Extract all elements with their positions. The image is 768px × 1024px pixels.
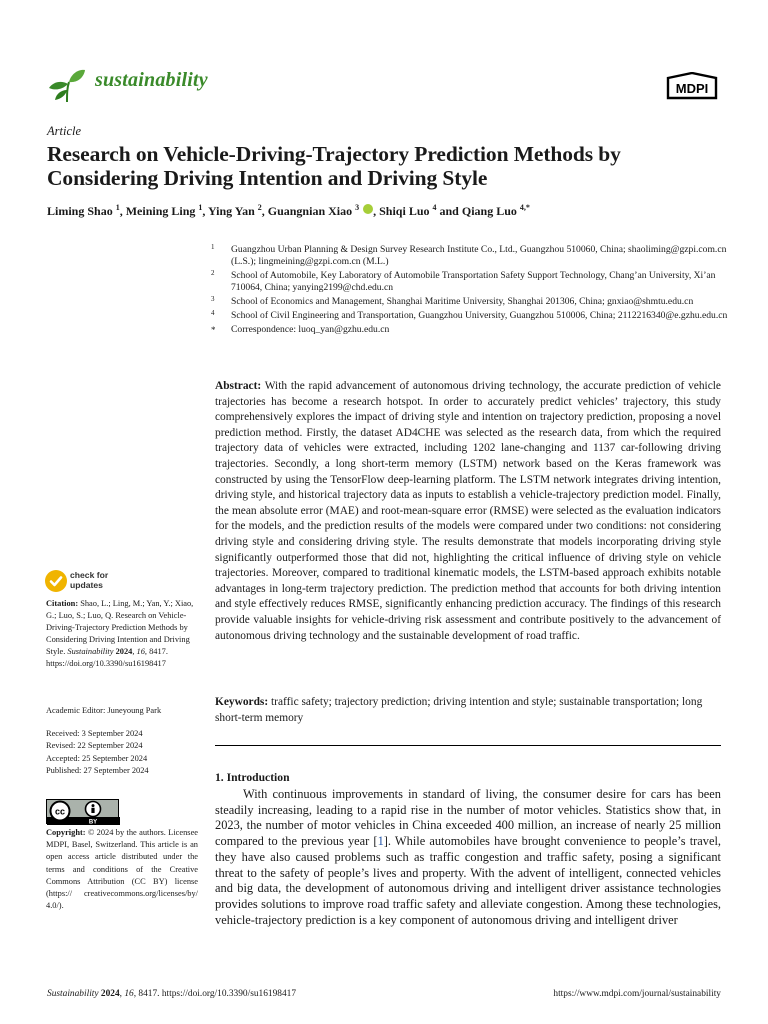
copyright-notice [46,827,198,912]
check-for-updates-button[interactable] [45,570,115,592]
author-separator: , [261,204,268,218]
affiliation-item [211,270,731,294]
affiliation-number: 1 [211,243,215,251]
publisher-name: MDPI [675,81,709,96]
article-type: Article [47,124,82,138]
citation-year: 2024 [115,647,133,656]
section-divider [215,745,721,746]
author-affiliation-marker: 1 [115,203,120,212]
author-affiliation-marker: 4,* [519,203,530,212]
copyright-label: Copyright: [46,828,86,837]
abstract [215,379,721,644]
author-list [47,203,727,219]
author-separator: and [436,204,462,218]
paper-title: Research on Vehicle-Driving-Trajectory Prediction Methods by Considering Driving Intention and Driving Style [47,142,621,190]
author-separator: , [202,204,208,218]
footer-year: 2024 [100,989,120,999]
footer-citation: Sustainability 2024, 16, 8417. https://doi.org/10.3390/su16198417 [47,989,297,999]
check-updates-label [70,571,108,590]
affiliation-item [211,296,731,308]
affiliation-text: Guangzhou Urban Planning & Design Survey Research Institute Co., Ltd., Guangzhou 510060, China; shaoliming@gzpi.com.cn (L.S.); lingmeining@gzpi.com.cn (M.L.) [231,244,727,268]
author-affiliation-marker: 3 [355,203,360,212]
author-separator: , [373,204,380,218]
check-updates-line1: check for [70,570,109,580]
check-updates-line2: updates [70,579,103,590]
author-name[interactable]: Liming Shao [47,204,113,218]
orcid-icon[interactable] [363,204,373,214]
footer-volume: 16 [124,989,134,999]
affiliation-number: 3 [211,295,215,303]
author-affiliation-marker: 1 [198,203,203,212]
paragraph-text: ]. While automobiles have brought convenience to people’s travel, they have also caused problems such as traffic congestion and traffic safety, posing a significant threat to the safety of people’s lives and property. With the advent of intelligent, connected vehicles and big data, the development of autonomous driving and intelligent driver assistance technologies provides solutions to improve road traffic safety and alleviate congestion. Among these technologies, vehicle-trajectory prediction is a key component of autonomous driving and intelligent driver [215,834,721,927]
mdpi-logo-icon[interactable] [664,72,720,102]
affiliation-item [211,244,731,268]
citation-pages: , 8417. [144,647,168,656]
affiliation-text: School of Automobile, Key Laboratory of Automobile Transportation Safety Support Technology, Chang’an University, Xi’an 710064, China; yanying2199@chd.edu.cn [231,270,716,294]
svg-text:cc: cc [54,806,66,817]
date-revised: Revised: 22 September 2024 [46,741,143,751]
citation-journal: Sustainability [67,647,114,656]
abstract-text: With the rapid advancement of autonomous driving technology, the accurate prediction of vehicle trajectories has become a research hotspot. In order to accurately predict vehicles’ trajectory, this study comprehensively explores the impact of driving style and intention on trajectory prediction, proposing a novel prediction method. Firstly, the dataset AD4CHE was selected as the research data, from which the required trajectory data of vehicles were extracted, including 1202 lane-changing and 1137 car-following driving trajectories. Secondly, a long short-term memory (LSTM) network based on the Keras framework was constructed by using the TensorFlow deep-learning platform. The LSTM network integrates driving intention, driving style, and historical trajectory data as inputs to establish a vehicle-trajectory prediction model. Finally, the mean absolute error (MAE) and root-mean-square error (RMSE) were selected as the evaluation indicators for the models, and the prediction results of the models were compared under two conditions: not considering driving style and considering driving style. The results demonstrate that models incorporating driving style significantly outperformed those that did not, highlighting the critical influence of driving style on vehicle trajectories. Moreover, compared to traditional kinematic models, the LSTM-based approach exhibits notable advantages in long-term trajectory prediction. The prediction method that accounts for both driving intention and style effectively reduces RMSE, significantly enhancing prediction accuracy. The findings of this research provide valuable insights for vehicle-driving risk assessment and contribute positively to the advancement of autonomous driving technology and the sustainable development of road traffic. [215,380,721,642]
date-accepted: Accepted: 25 September 2024 [46,753,148,763]
author-name[interactable]: Ying Yan [207,204,255,218]
author-separator: , [119,204,126,218]
footer-journal: Sustainability [47,989,99,999]
paragraph-text: With continuous improvements in standard of living, the consumer desire for cars has been steadily increasing, leading to a rapid rise in the number of motor vehicles. Statistics show that, in 2023, the number of motor vehicles in China exceeded 400 million, an increase of nearly 25 million compared to the previous year [ [215,787,721,849]
date-received: Received: 3 September 2024 [46,729,143,738]
author-name[interactable]: Qiang Luo [461,204,517,218]
author-affiliation-marker: 2 [257,203,262,212]
author-affiliation-marker: 4 [432,203,437,212]
footer-journal-url[interactable]: https://www.mdpi.com/journal/sustainability [553,989,721,999]
affiliation-text: School of Civil Engineering and Transportation, Guangzhou University, Guangzhou 510006, China; 2112216340@e.gzhu.edu.cn [231,309,728,321]
citation-doi-link[interactable]: https://doi.org/10.3390/su16198417 [46,659,166,668]
citation-label: Citation: [46,599,79,608]
author-name[interactable]: Guangnian Xiao [267,204,353,218]
keywords-label: Keywords: [215,696,269,708]
journal-name[interactable]: sustainability [95,69,208,91]
citation-volume: 16 [136,647,145,656]
date-published: Published: 27 September 2024 [46,765,149,775]
footer-doi[interactable]: , 8417. https://doi.org/10.3390/su16198417 [133,989,297,999]
citation-text: Shao, L.; Ling, M.; Yan, Y.; Xiao, G.; Luo, S.; Luo, Q. Research on Vehicle-Driving-Trajectory Prediction Methods by Considering Driving Intention and Driving Style. [46,599,194,656]
academic-editor: Academic Editor: Juneyoung Park [46,706,162,715]
copyright-text: © 2024 by the authors. Licensee MDPI, Basel, Switzerland. This article is an open access article distributed under the terms and conditions of the Creative Commons Attribution (CC BY) license (https:// creativecommons.org/licenses/by/ 4.0/). [46,828,198,911]
keywords-text: traffic safety; trajectory prediction; driving intention and style; sustainable transportation; long short-term memory [215,696,703,724]
keywords [215,695,721,726]
section-heading: 1. Introduction [215,771,290,784]
affiliations [211,244,731,337]
author-name[interactable]: Meining Ling [125,204,196,218]
check-updates-icon [45,570,67,592]
publication-dates [46,728,149,777]
cc-badge-text: BY [88,819,98,825]
abstract-label: Abstract: [215,380,262,392]
author-name[interactable]: Shiqi Luo [379,204,430,218]
correspondence-text[interactable]: Correspondence: luoq_yan@gzhu.edu.cn [231,323,390,335]
correspondence-marker: * [211,324,216,335]
affiliation-number: 2 [211,269,215,277]
affiliation-number: 4 [211,308,215,317]
journal-leaf-logo-icon [47,66,87,104]
affiliation-text: School of Economics and Management, Shanghai Maritime University, Shanghai 201306, China; gnxiao@shmtu.edu.cn [231,296,694,307]
section-paragraph [215,787,721,928]
correspondence [211,324,731,336]
reference-link[interactable]: 1 [377,834,384,849]
affiliation-item [211,310,731,322]
cc-by-license-badge[interactable] [46,799,119,824]
citation-block: Citation: Shao, L.; Ling, M.; Yan, Y.; Xiao, G.; Luo, S.; Luo, Q. Research on Vehicle-Driving-Trajectory Prediction Methods by Considering Driving Intention and Driving Style. Sustainability 2024, 16, 8417. https://doi.org/10.3390/su16198417 [46,599,194,668]
